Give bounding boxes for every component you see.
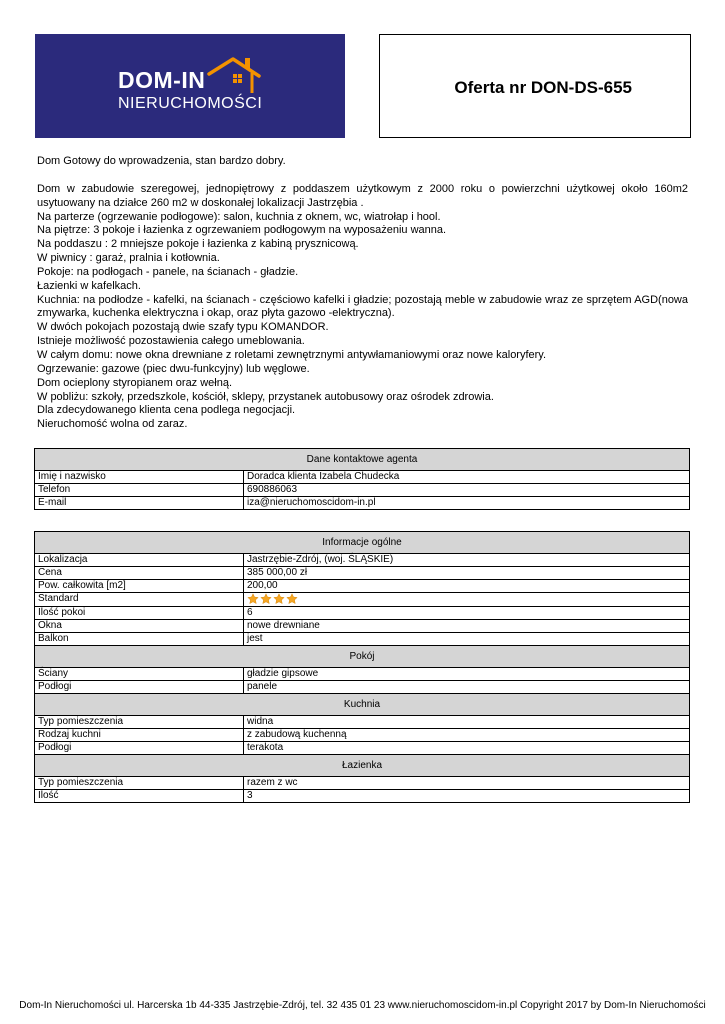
star-icon (247, 593, 259, 605)
agent-table-header: Dane kontaktowe agenta (35, 449, 690, 471)
row-label: Pow. całkowita [m2] (35, 580, 244, 593)
house-roof-icon (207, 56, 263, 94)
table-row (35, 789, 690, 802)
row-label: Balkon (35, 632, 244, 645)
logo-word-dom-in: DOM-IN (118, 67, 206, 93)
company-logo (35, 34, 345, 138)
table-row (35, 715, 690, 728)
row-value: terakota (244, 741, 690, 754)
row-label: Cena (35, 567, 244, 580)
row-value: 3 (244, 789, 690, 802)
page-footer: Dom-In Nieruchomości ul. Harcerska 1b 44-335 Jastrzębie-Zdrój, tel. 32 435 01 23 www.nieruchomoscidom-in.pl Copyright 2017 by Dom-In Nieruchomości (19, 1000, 706, 1011)
table-row (35, 680, 690, 693)
table-row (35, 728, 690, 741)
description-line: Na poddaszu : 2 mniejsze pokoje i łazienka z kabiną prysznicową. (37, 238, 359, 251)
row-value: jest (244, 632, 690, 645)
row-value (244, 593, 690, 607)
row-label: Standard (35, 593, 244, 607)
description-intro: Dom Gotowy do wprowadzenia, stan bardzo dobry. (37, 155, 286, 167)
general-info-table (34, 531, 690, 803)
kitchen-section-header: Kuchnia (35, 693, 690, 715)
row-value: 690886063 (244, 484, 690, 497)
row-label: Imię i nazwisko (35, 471, 244, 484)
star-icon (273, 593, 285, 605)
row-value: 6 (244, 606, 690, 619)
row-value: Doradca klienta Izabela Chudecka (244, 471, 690, 484)
logo-word-nieruchomosci: NIERUCHOMOŚCI (118, 95, 263, 112)
row-value: iza@nieruchomoscidom-in.pl (244, 497, 690, 510)
description-line: Nieruchomość wolna od zaraz. (37, 418, 188, 431)
description-main: Dom w zabudowie szeregowej, jednopiętrowy z poddaszem użytkowym z 2000 roku o powierzchni użytkowej około 160m2 usytuowany na działce 260 m2 w doskonałej lokalizacji Jastrzębia . (37, 182, 688, 209)
table-row (35, 606, 690, 619)
description-line: Ogrzewanie: gazowe (piec dwu-funkcyjny) lub węglowe. (37, 362, 310, 375)
row-value: panele (244, 680, 690, 693)
row-value: z zabudową kuchenną (244, 728, 690, 741)
table-row (35, 619, 690, 632)
table-row (35, 497, 690, 510)
row-value: Jastrzębie-Zdrój, (woj. ŚLĄSKIE) (244, 554, 690, 567)
description-line: W pobliżu: szkoły, przedszkole, kościół, sklepy, przystanek autobusowy oraz ośrodek zdrowia. (37, 390, 494, 403)
row-label: Lokalizacja (35, 554, 244, 567)
agent-contact-table (34, 448, 690, 510)
room-section-header: Pokój (35, 645, 690, 667)
row-value: 200,00 (244, 580, 690, 593)
row-label: E-mail (35, 497, 244, 510)
row-label: Okna (35, 619, 244, 632)
table-row (35, 554, 690, 567)
bathroom-section-header: Łazienka (35, 754, 690, 776)
row-label: Podłogi (35, 680, 244, 693)
star-icon (260, 593, 272, 605)
description-line: W dwóch pokojach pozostają dwie szafy typu KOMANDOR. (37, 321, 329, 334)
row-label: Typ pomieszczenia (35, 715, 244, 728)
table-row (35, 567, 690, 580)
row-label: Typ pomieszczenia (35, 776, 244, 789)
description-line: Dom ocieplony styropianem oraz wełną. (37, 376, 233, 389)
row-value: widna (244, 715, 690, 728)
standard-rating (247, 593, 299, 605)
row-label: Ściany (35, 667, 244, 680)
offer-title-box (379, 34, 691, 138)
description-line: Istnieje możliwość pozostawienia całego umeblowania. (37, 335, 305, 348)
table-row (35, 667, 690, 680)
table-row (35, 484, 690, 497)
row-value: nowe drewniane (244, 619, 690, 632)
description-line: W piwnicy : garaż, pralnia i kotłownia. (37, 252, 220, 265)
description-line: Łazienki w kafelkach. (37, 279, 141, 292)
star-icon (286, 593, 298, 605)
description-line: W całym domu: nowe okna drewniane z roletami zewnętrznymi antywłamaniowymi oraz nowe kaloryfery. (37, 348, 547, 361)
row-label: Telefon (35, 484, 244, 497)
row-value: 385 000,00 zł (244, 567, 690, 580)
table-row (35, 471, 690, 484)
description-line: Na piętrze: 3 pokoje i łazienka z ogrzewaniem podłogowym na wyposażeniu wanna. (37, 224, 447, 237)
table-row (35, 580, 690, 593)
row-label: Ilość pokoi (35, 606, 244, 619)
description-line: Na parterze (ogrzewanie podłogowe): salon, kuchnia z oknem, wc, wiatrołap i hool. (37, 210, 441, 223)
description-line: Pokoje: na podłogach - panele, na ścianach - gładzie. (37, 265, 299, 278)
offer-title: Oferta nr DON-DS-655 (454, 78, 632, 97)
row-value: gładzie gipsowe (244, 667, 690, 680)
row-value: razem z wc (244, 776, 690, 789)
table-row (35, 632, 690, 645)
row-label: Podłogi (35, 741, 244, 754)
row-label: Rodzaj kuchni (35, 728, 244, 741)
property-description (37, 155, 688, 432)
table-row (35, 776, 690, 789)
table-row (35, 741, 690, 754)
description-kitchen: Kuchnia: na podłodze - kafelki, na ścianach - częściowo kafelki i gładzie; pozostają meble w zabudowie wraz ze sprzętem AGD(nowa zmywarka, kuchenka elektryczna i okap, oraz płyta gazowo -elektryczna). (37, 293, 688, 320)
row-label: Ilość (35, 789, 244, 802)
table-row (35, 593, 690, 607)
description-line: Dla zdecydowanego klienta cena podlega negocjacji. (37, 404, 296, 417)
general-table-header: Informacje ogólne (35, 532, 690, 554)
